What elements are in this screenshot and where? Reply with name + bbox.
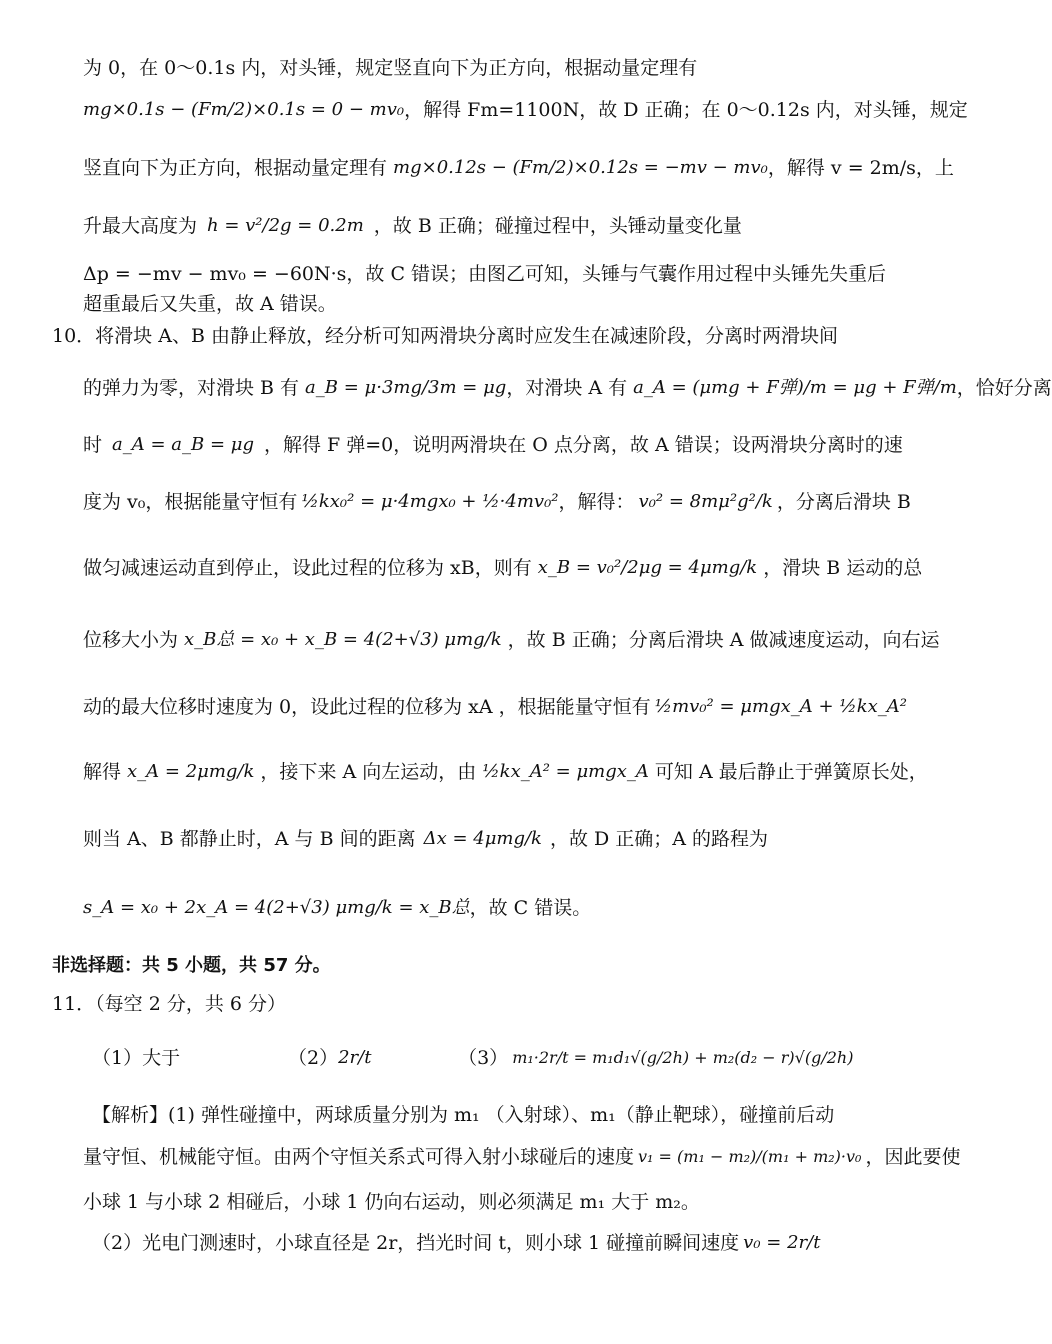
section-heading <box>52 954 895 978</box>
text-line-segment: 动的最大位移时速度为 0，设此过程的位移为 xA ，根据能量守恒有 <box>83 696 651 718</box>
text-line-segment: Δp = −mv − mv₀ = −60N·s，故 C 错误；由图乙可知，头锤与气囊作用过程中头锤先失重后 <box>83 263 887 285</box>
text-line-segment: 的弹力为零，对滑块 B 有 <box>83 377 300 399</box>
text-line <box>83 760 928 784</box>
text-line-segment: ，解得 Fm=1100N，故 D 正确；在 0～0.12s 内，对头锤，规定 <box>404 99 968 121</box>
text-line <box>83 695 907 719</box>
text-line-segment: ，对滑块 A 有 <box>506 377 628 399</box>
text-line-segment: ，故 B 正确；碰撞过程中，头锤动量变化量 <box>373 215 742 237</box>
text-line-segment: ，分离后滑块 B <box>776 491 911 513</box>
text-line-segment: 【解析】(1) 弹性碰撞中，两球质量分别为 m₁ （入射球）、m₁（静止靶球），碰撞前后动 <box>92 1104 835 1126</box>
formula-energy-1: ½kx₀² = μ·4mgx₀ + ½·4mv₀² <box>301 491 559 512</box>
text-line <box>83 376 1052 400</box>
answer-1: （1）大于 <box>92 1047 181 1069</box>
text-line <box>83 1145 961 1169</box>
text-line-segment: ，故 D 正确；A 的路程为 <box>549 828 769 850</box>
text-line <box>83 1190 895 1214</box>
formula-aA-eq-aB: a_A = a_B = μg <box>112 434 254 455</box>
answer-3-label: （3） <box>458 1047 509 1069</box>
text-line <box>83 98 968 122</box>
text-line <box>83 214 895 238</box>
text-line <box>83 433 903 457</box>
text-line-segment: 11．（每空 2 分，共 6 分） <box>52 993 287 1015</box>
formula-spring-energy: ½kx_A² = μmgx_A <box>482 761 649 782</box>
text-line-segment: 升最大高度为 <box>83 215 198 237</box>
text-line-segment: ，因此要使 <box>865 1146 961 1168</box>
text-line-segment: 时 <box>83 434 103 456</box>
text-line-segment: 做匀减速运动直到停止，设此过程的位移为 xB，则有 <box>83 557 532 579</box>
text-line <box>83 896 895 920</box>
text-line-segment: 则当 A、B 都静止时，A 与 B 间的距离 <box>83 828 416 850</box>
text-line-segment: 竖直向下为正方向，根据动量定理有 <box>83 157 388 179</box>
text-line-segment: 小球 1 与小球 2 相碰后，小球 1 仍向右运动，则必须满足 m₁ 大于 m₂。 <box>83 1191 700 1213</box>
text-line-segment: ，滑块 B 运动的总 <box>763 557 923 579</box>
text-line-segment: ，故 B 正确；分离后滑块 A 做减速度运动，向右运 <box>507 629 940 651</box>
text-line <box>92 1103 895 1127</box>
text-line-segment: ，恰好分离 <box>956 377 1052 399</box>
text-line <box>83 262 895 286</box>
answers-row <box>92 1046 895 1070</box>
formula-v0-squared: v₀² = 8mμ²g²/k <box>638 491 773 512</box>
formula-v1: v₁ = (m₁ − m₂)/(m₁ + m₂)·v₀ <box>638 1147 862 1166</box>
formula-aA: a_A = (μmg + F弹)/m = μg + F弹/m <box>633 377 957 398</box>
formula-xA: x_A = 2μmg/k <box>127 761 255 782</box>
text-line-segment: 度为 v₀，根据能量守恒有 <box>83 491 298 513</box>
text-line-segment: ，故 C 错误。 <box>469 897 592 919</box>
formula-xB-total: x_B总 = x₀ + x_B = 4(2+√3) μmg/k <box>184 629 502 650</box>
answer-3-formula: m₁·2r/t = m₁d₁√(g/2h) + m₂(d₂ − r)√(g/2h) <box>512 1048 854 1067</box>
text-line-segment: ，解得 v = 2m/s，上 <box>767 157 954 179</box>
text-line-segment: ，解得： <box>558 491 635 513</box>
text-line-segment: 解得 <box>83 761 122 783</box>
formula-delta-x: Δx = 4μmg/k <box>423 828 542 849</box>
text-line <box>83 292 895 316</box>
text-line-segment: 超重最后又失重，故 A 错误。 <box>83 293 337 315</box>
text-line <box>92 1231 895 1255</box>
formula-xB: x_B = v₀²/2μg = 4μmg/k <box>537 557 758 578</box>
text-line-segment: （2）光电门测速时，小球直径是 2r，挡光时间 t，则小球 1 碰撞前瞬间速度 <box>92 1232 740 1254</box>
text-line <box>83 56 895 80</box>
text-line-segment: 可知 A 最后静止于弹簧原长处， <box>654 761 928 783</box>
text-line-segment: 为 0，在 0～0.1s 内，对头锤，规定竖直向下为正方向，根据动量定理有 <box>83 57 698 79</box>
formula-max-height: h = v²/2g = 0.2m <box>207 215 364 236</box>
text-line <box>83 156 954 180</box>
formula-sA: s_A = x₀ + 2x_A = 4(2+√3) μmg/k = x_B总 <box>83 897 470 918</box>
answer-2-label: （2） <box>288 1047 339 1069</box>
text-line <box>83 628 940 652</box>
text-line-segment: ，解得 F 弹=0，说明两滑块在 O 点分离，故 A 错误；设两滑块分离时的速 <box>263 434 903 456</box>
formula-momentum-2: mg×0.12s − (Fm/2)×0.12s = −mv − mv₀ <box>393 157 768 178</box>
formula-v0: v₀ = 2r/t <box>743 1232 821 1253</box>
answer-2-formula: 2r/t <box>338 1047 372 1068</box>
text-line-segment: 10．将滑块 A、B 由静止释放，经分析可知两滑块分离时应发生在减速阶段，分离时两滑块间 <box>52 325 838 347</box>
question-11-heading <box>52 992 895 1016</box>
text-line <box>83 827 895 851</box>
text-line <box>83 490 911 514</box>
text-line <box>83 556 923 580</box>
text-line-segment: 量守恒、机械能守恒。由两个守恒关系式可得入射小球碰后的速度 <box>83 1146 635 1168</box>
formula-energy-2: ½mv₀² = μmgx_A + ½kx_A² <box>654 696 907 717</box>
text-line-segment: ，接下来 A 向左运动，由 <box>260 761 477 783</box>
formula-momentum-1: mg×0.1s − (Fm/2)×0.1s = 0 − mv₀ <box>83 99 405 120</box>
question-10-heading <box>52 324 895 348</box>
section-heading-text: 非选择题：共 5 小题，共 57 分。 <box>52 955 331 976</box>
text-line-segment: 位移大小为 <box>83 629 179 651</box>
formula-aB: a_B = μ·3mg/3m = μg <box>305 377 507 398</box>
